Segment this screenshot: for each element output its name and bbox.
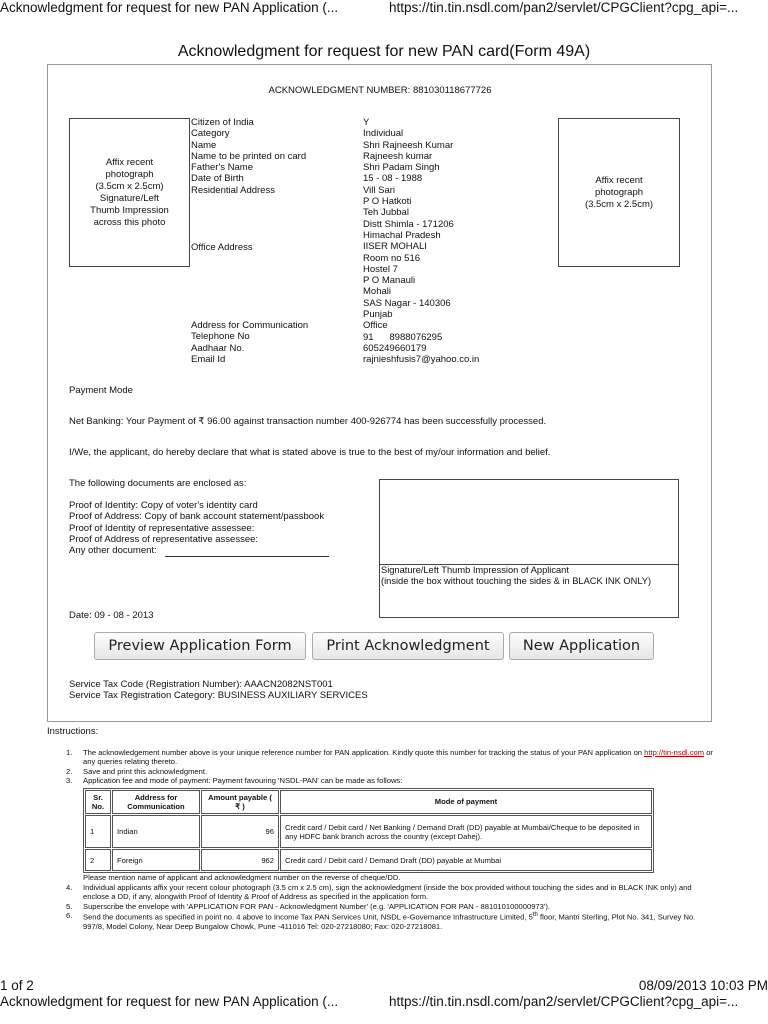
document-item: Proof of Identity: Copy of voter's identity card [69,500,258,511]
field-value: 15 - 08 - 1988 [363,173,423,185]
address-line: P O Manauli [363,275,416,287]
office-address-label: Office Address [191,242,253,253]
documents-intro: The following documents are enclosed as: [69,478,247,489]
signature-caption [381,565,651,587]
field-value: 605249660179 [363,342,427,354]
document-item: Proof of Address: Copy of bank account statement/passbook [69,511,325,523]
instructions-heading: Instructions: [47,726,99,737]
address-line: P O Hatkoti [363,196,412,208]
field-value: Y [363,117,370,128]
address-line: Punjab [363,309,393,321]
applicant-labels [191,117,306,196]
document-item: Proof of Address of representative assessee: [69,533,259,545]
photo-signature-box-left [69,118,190,267]
photo-box-line: across this photo [93,216,166,228]
contact-labels [191,320,308,365]
print-acknowledgment-button[interactable]: Print Acknowledgment [312,632,504,660]
instructions-list [66,748,718,931]
photo-box-line: (3.5cm x 2.5cm) [95,180,164,192]
declaration: I/We, the applicant, do hereby declare that what is stated above is true to the best of my/our information and belief. [69,447,551,458]
instruction-item [66,911,718,931]
new-application-button[interactable]: New Application [509,632,654,660]
table-cell: Foreign [112,849,200,871]
instruction-text: Application fee and mode of payment: Payment favouring 'NSDL-PAN' can be made as follows: [83,776,403,786]
field-value: Shri Padam Singh [363,162,440,174]
photo-box-line: photograph [594,186,644,198]
photo-box-right [558,118,680,267]
field-value: Shri Rajneesh Kumar [363,139,454,151]
page-number: 1 of 2 [0,978,34,993]
payment-mode-label: Payment Mode [69,385,133,396]
instruction-number: 5. [66,901,73,911]
photo-box-line: photograph [105,168,154,180]
photo-box-line: Signature/Left [99,192,160,204]
field-label: Aadhaar No. [191,342,245,354]
print-datetime: 08/09/2013 10:03 PM [638,978,768,993]
table-row [85,849,652,871]
field-label: Father's Name [191,162,254,174]
address-line: Himachal Pradesh [363,229,441,241]
instruction-item [66,748,718,767]
field-label: Name [191,139,217,151]
instruction-text: or any queries relating thereto. [83,748,713,767]
field-value: Rajneesh kumar [363,150,433,162]
instruction-text: Save and print this acknowledgment. [83,766,208,776]
table-header-row [85,790,652,815]
instruction-text: Send the documents as specified in point no. 4 above to Income Tax PAN Services Unit, NSDL e-Governance Infrastructure Limited, 5 [83,912,533,922]
table-note: Please mention name of applicant and acknowledgment number on the reverse of cheque/DD. [83,873,401,883]
field-value: Individual [363,128,404,140]
application-date: Date: 09 - 08 - 2013 [69,610,154,621]
service-tax-category: Service Tax Registration Category: BUSINESS AUXILIARY SERVICES [69,690,368,702]
tin-nsdl-link[interactable]: http://tin-nsdl.com [644,748,705,757]
address-line: Distt Shimla - 171206 [363,218,454,230]
instruction-item [66,767,718,776]
document-item: Proof of Identity of representative assessee: [69,522,255,534]
field-label: Telephone No [191,331,250,343]
browser-url: https://tin.tin.nsdl.com/pan2/servlet/CPGClient?cpg_api=... [389,0,739,15]
address-line: Teh Jubbal [363,207,409,219]
field-value: 91 8988076295 [363,331,443,343]
table-cell: Credit card / Debit card / Net Banking / Demand Draft (DD) payable at Mumbai/Cheque to be deposited in any HDFC bank branch across the country (except Dahej). [280,815,652,848]
instruction-text: floor, Mantri Sterling, Plot No. 341, Survey No. 997/8, Model Colony, Near Deep Bungalow Chowk, Pune -411016 Tel: 020-27218080; Fax: 020-27218081. [83,912,696,931]
field-label: Citizen of India [191,117,254,128]
instruction-text: Superscribe the envelope with 'APPLICATION FOR PAN - Acknowledgment Number' (e.g. 'APPLICATION FOR PAN - 881010100000973'). [83,901,550,911]
signature-caption-line: Signature/Left Thumb Impression of Applicant [381,565,569,575]
address-line: Mohali [363,286,391,298]
field-label: Email Id [191,353,226,365]
instruction-number: 2. [66,766,73,776]
documents-list [69,500,324,556]
browser-page-title: Acknowledgment for request for new PAN Application (... [0,0,339,15]
table-header: Address for Communication [112,790,200,815]
field-label: Residential Address [191,184,275,196]
payment-status: Net Banking: Your Payment of ₹ 96.00 against transaction number 400-926774 has been successfully processed. [69,416,547,427]
preview-application-button[interactable]: Preview Application Form [94,632,306,660]
document-item [69,545,324,556]
instruction-text: The acknowledgement number above is your unique reference number for PAN application. Kindly quote this number for tracking the status of your PAN application on [83,748,643,757]
field-label: Category [191,128,230,140]
instruction-item [66,902,718,911]
photo-box-line: Affix recent [105,156,154,168]
field-label: Date of Birth [191,173,244,185]
table-cell: 96 [201,815,279,848]
table-header: Sr. No. [85,790,111,815]
field-label: Address for Communication [191,320,309,331]
signature-box [379,479,679,565]
photo-box-line: Affix recent [595,174,643,186]
table-cell: 962 [201,849,279,871]
other-document-line [165,556,329,557]
instruction-item [66,776,718,785]
field-value: Office [363,320,388,332]
fee-table [83,788,654,874]
field-value: rajnieshfusis7@yahoo.co.in [363,354,480,366]
instruction-number: 1. [66,748,73,757]
instruction-superscript: th [532,912,538,919]
table-row [85,815,652,848]
browser-url-footer: https://tin.tin.nsdl.com/pan2/servlet/CPGClient?cpg_api=... [389,994,739,1009]
address-line: Room no 516 [363,252,421,264]
field-label: Name to be printed on card [191,150,307,162]
field-value: Vill Sari [363,184,396,196]
table-cell: 1 [85,815,111,848]
acknowledgment-number: ACKNOWLEDGMENT NUMBER: 881030118677726 [268,85,492,96]
table-cell: 2 [85,849,111,871]
page-title: Acknowledgment for request for new PAN card(Form 49A) [177,43,591,60]
service-tax-info [69,679,368,702]
photo-box-line: Thumb Impression [90,204,169,216]
photo-box-line: (3.5cm x 2.5cm) [584,198,654,210]
address-line: SAS Nagar - 140306 [363,297,451,309]
instruction-number: 3. [66,776,73,786]
instruction-number: 6. [66,911,73,921]
instruction-item [66,883,718,902]
table-header: Amount payable ( ₹ ) [201,790,279,815]
signature-caption-line: (inside the box without touching the sides & in BLACK INK ONLY) [381,576,652,586]
address-line: IISER MOHALI [363,241,427,253]
service-tax-code: Service Tax Code (Registration Number): AAACN2082NST001 [69,679,333,690]
fee-table-wrapper [66,788,718,883]
applicant-values [363,117,479,366]
instruction-text: Individual applicants affix your recent colour photograph (3.5 cm x 2.5 cm), sign the acknowledgment (inside the box provided without touching the sides and in BLACK INK only) and enclose a DD, if any, alongwith Proof of Identity & Proof of Address as specified in the application form. [83,882,692,902]
table-cell: Indian [112,815,200,848]
address-line: Hostel 7 [363,263,398,275]
table-cell: Credit card / Debit card / Demand Draft (DD) payable at Mumbai [280,849,652,871]
table-header: Mode of payment [280,790,652,815]
browser-page-title-footer: Acknowledgment for request for new PAN Application (... [0,994,339,1009]
instruction-number: 4. [66,882,73,892]
document-item-label: Any other document: [69,545,157,557]
